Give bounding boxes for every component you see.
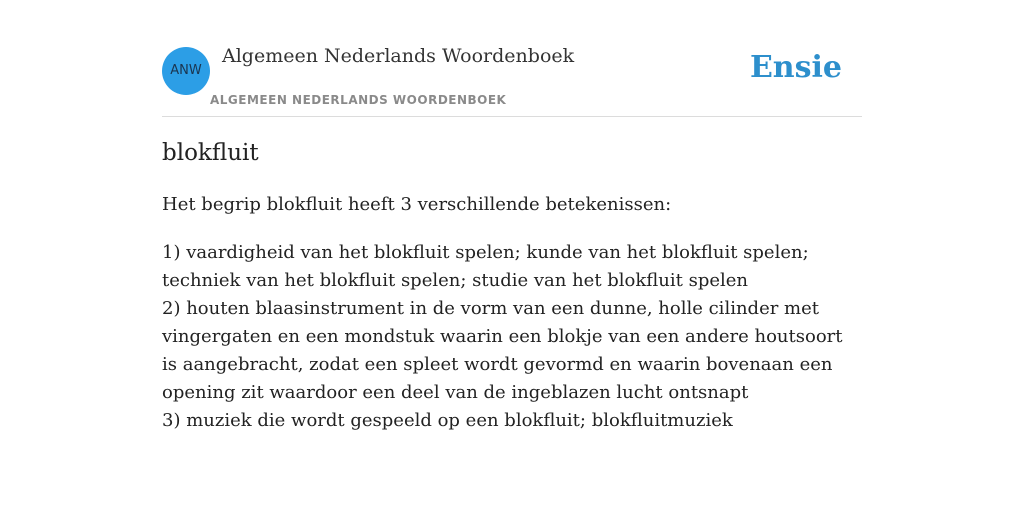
header [162,0,862,117]
page [162,0,862,431]
site-subtitle: ALGEMEEN NEDERLANDS WOORDENBOEK [210,93,507,107]
definition-item: 3) muziek die wordt gespeeld op een blokfluit; blokfluitmuziek [162,410,733,431]
intro-text: Het begrip blokfluit heeft 3 verschillende betekenissen: [162,194,672,215]
definitions-list [162,239,862,435]
definition-item: 2) houten blaasinstrument in de vorm van een dunne, holle cilinder met vingergaten en een mondstuk waarin een blokje van een andere houtsoort is aangebracht, zodat een spleet wordt gevormd en waarin bovenaan een opening zit waardoor een deel van de ingeblazen lucht ontsnapt [162,298,843,403]
ensie-brand-link[interactable]: Ensie [749,50,842,85]
headword: blokfluit [162,140,259,166]
anw-logo[interactable]: ANW [162,47,210,95]
definition-item: 1) vaardigheid van het blokfluit spelen; kunde van het blokfluit spelen; techniek van het blokfluit spelen; studie van het blokfluit spelen [162,242,809,291]
site-title[interactable]: Algemeen Nederlands Woordenboek [222,45,575,67]
